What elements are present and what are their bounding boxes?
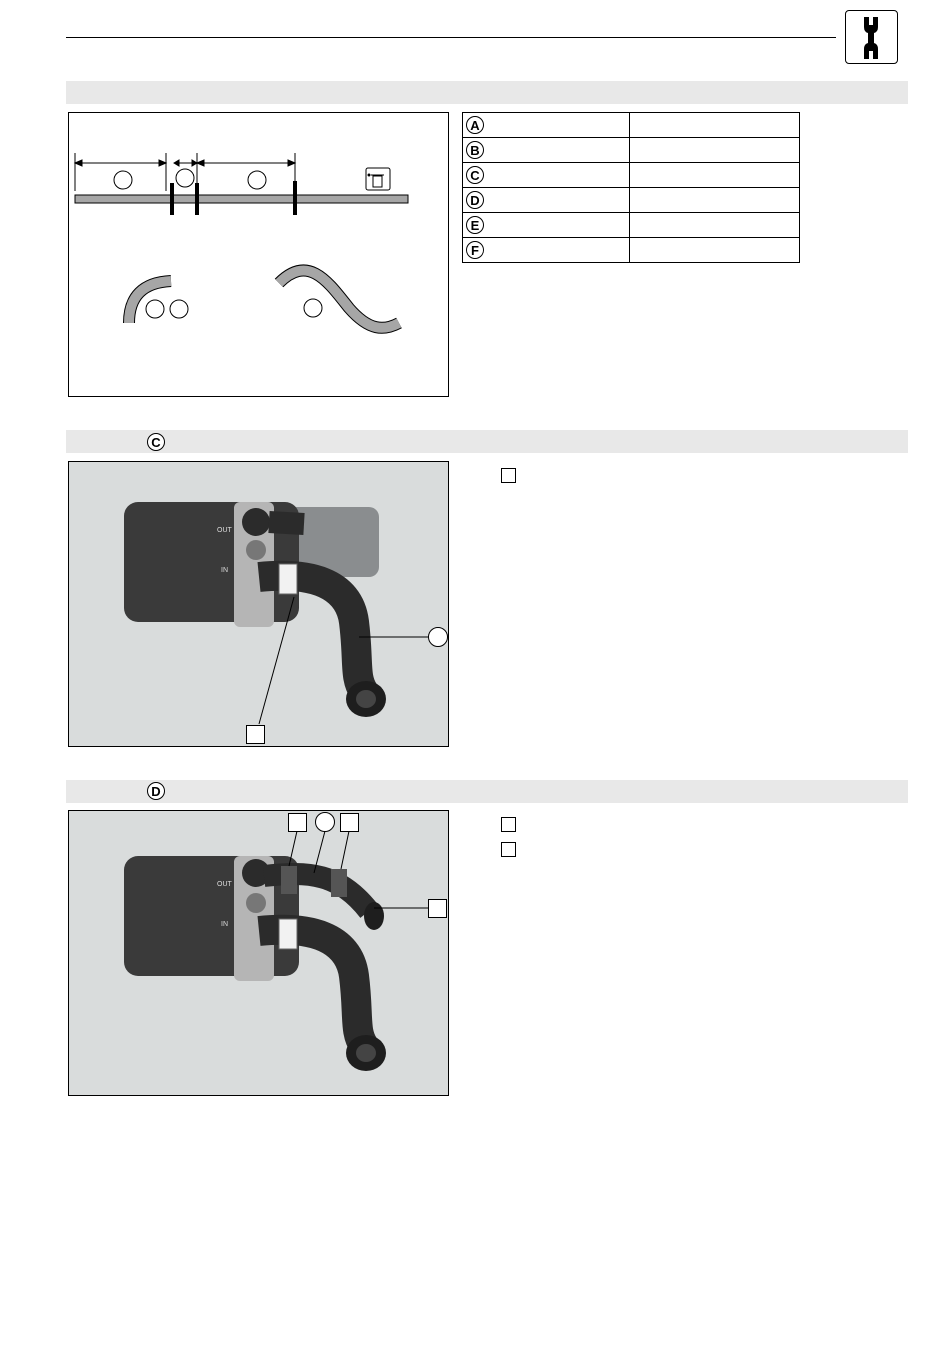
legend-value <box>630 213 800 238</box>
legend-value <box>630 163 800 188</box>
section-bar-cutting <box>66 81 908 104</box>
step-checkbox[interactable] <box>501 842 516 857</box>
in-label: IN <box>221 567 228 574</box>
letter-marker: F <box>466 241 484 259</box>
callout-square <box>288 813 307 832</box>
legend-value <box>630 238 800 263</box>
hose-cutting-diagram <box>68 112 449 397</box>
legend-table <box>462 112 800 263</box>
step-checkbox[interactable] <box>501 468 516 483</box>
legend-row <box>463 213 800 238</box>
step-checkbox[interactable] <box>501 817 516 832</box>
photo-installation-c <box>68 461 449 747</box>
legend-value <box>630 188 800 213</box>
step-list-d <box>501 816 524 857</box>
section-letter-d: D <box>147 782 165 800</box>
legend-row <box>463 138 800 163</box>
letter-marker: A <box>466 116 484 134</box>
section-bar-d <box>66 780 908 803</box>
callout-square <box>246 725 265 744</box>
callout-circle <box>428 627 448 647</box>
section-letter-c: C <box>147 433 165 451</box>
legend-row <box>463 188 800 213</box>
legend-row <box>463 163 800 188</box>
step-item <box>501 841 524 857</box>
letter-marker: E <box>466 216 484 234</box>
section-bar-c <box>66 430 908 453</box>
step-item <box>501 467 524 483</box>
callout-square <box>428 899 447 918</box>
legend-row <box>463 238 800 263</box>
legend-row <box>463 113 800 138</box>
step-list-c <box>501 467 524 483</box>
wrench-icon <box>845 10 898 64</box>
step-item <box>501 816 524 832</box>
out-label: OUT <box>217 527 232 534</box>
legend-value <box>630 113 800 138</box>
letter-marker: C <box>466 166 484 184</box>
header-rule <box>66 37 836 38</box>
callout-circle <box>315 812 335 832</box>
in-label: IN <box>221 921 228 928</box>
callout-square <box>340 813 359 832</box>
letter-marker: D <box>466 191 484 209</box>
photo-installation-d <box>68 810 449 1096</box>
letter-marker: B <box>466 141 484 159</box>
out-label: OUT <box>217 881 232 888</box>
legend-value <box>630 138 800 163</box>
trash-bin-icon <box>366 168 390 190</box>
